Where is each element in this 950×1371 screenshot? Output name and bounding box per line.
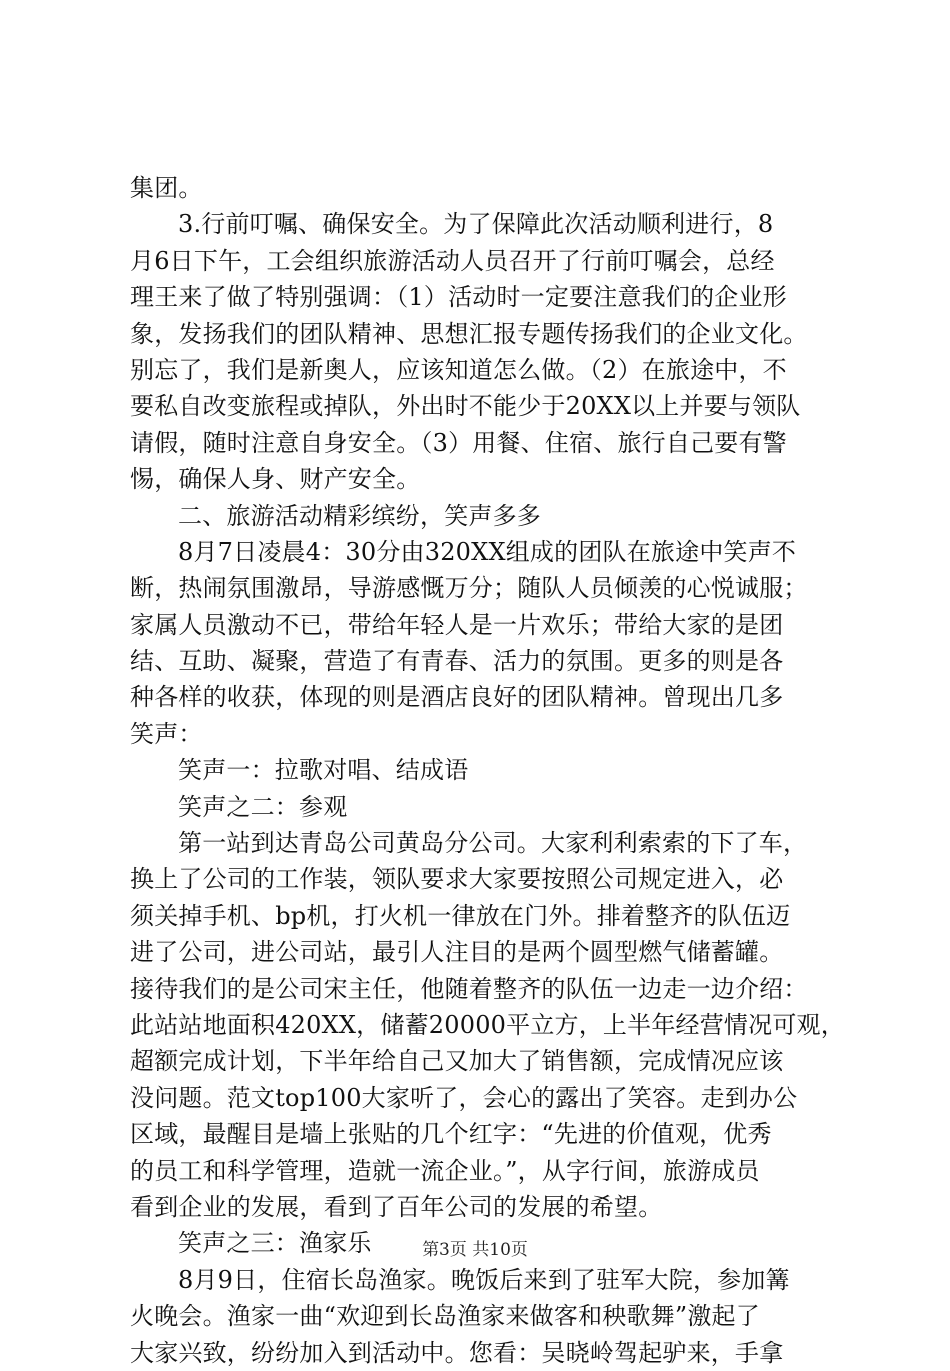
text-line: 火晚会。渔家一曲“欢迎到长岛渔家来做客和秧歌舞”激起了 [130, 1302, 760, 1331]
text-line: 须关掉手机、bp机，打火机一律放在门外。排着整齐的队伍迈 [130, 901, 791, 930]
text-line: 理王来了做了特别强调：（1）活动时一定要注意我们的企业形 [130, 283, 787, 312]
paragraph-p5 [130, 752, 830, 788]
text-line: 笑声之三：渔家乐 [178, 1229, 372, 1258]
paragraph-p7 [130, 825, 845, 1225]
text-line: 此站站地面积420XX，储蓄20000平立方，上半年经营情况可观， [130, 1010, 845, 1039]
text-line: 区域，最醒目是墙上张贴的几个红字：“先进的价值观，优秀 [130, 1120, 772, 1149]
text-line: 家属人员激动不已，带给年轻人是一片欢乐；带给大家的是团 [130, 610, 784, 639]
text-line: 二、旅游活动精彩缤纷，笑声多多 [178, 501, 541, 530]
text-line: 要私自改变旅程或掉队，外出时不能少于20XX以上并要与领队 [130, 392, 801, 421]
text-line: 大家兴致，纷纷加入到活动中。您看：吴晓岭驾起驴来，手拿 [130, 1338, 784, 1367]
text-line: 超额完成计划，下半年给自己又加大了销售额，完成情况应该 [130, 1047, 784, 1076]
text-line: 断，热闹氛围激昂，导游感慨万分；随队人员倾羡的心悦诚服； [130, 574, 808, 603]
text-line: 换上了公司的工作装，领队要求大家要按照公司规定进入，必 [130, 865, 784, 894]
paragraph-p4 [130, 534, 830, 752]
text-line: 接待我们的是公司宋主任，他随着整齐的队伍一边走一边介绍： [130, 974, 808, 1003]
text-line: 请假，随时注意自身安全。（3）用餐、住宿、旅行自己要有警 [130, 428, 787, 457]
text-line: 没问题。范文top100大家听了，会心的露出了笑容。走到办公 [130, 1083, 798, 1112]
text-line: 8月9日，住宿长岛渔家。晚饭后来到了驻军大院，参加篝 [178, 1265, 790, 1294]
text-line: 惕，确保人身、财产安全。 [130, 465, 421, 494]
text-line: 看到企业的发展，看到了百年公司的发展的希望。 [130, 1192, 663, 1221]
paragraph-p3 [130, 498, 830, 534]
paragraph-p9 [130, 1262, 830, 1371]
text-line: 进了公司，进公司站，最引人注目的是两个圆型燃气储蓄罐。 [130, 938, 784, 967]
text-line: 笑声一：拉歌对唱、结成语 [178, 756, 469, 785]
page-footer: 第3页 共10页 [422, 1240, 528, 1260]
text-line: 8月7日凌晨4：30分由320XX组成的团队在旅途中笑声不 [178, 537, 797, 566]
text-line: 笑声之二：参观 [178, 792, 348, 821]
paragraph-p2 [130, 206, 830, 497]
text-line: 种各样的收获，体现的则是酒店良好的团队精神。曾现出几多 [130, 683, 784, 712]
text-line: 笑声： [130, 719, 203, 748]
text-line: 结、互助、凝聚，营造了有青春、活力的氛围。更多的则是各 [130, 647, 784, 676]
document-body [130, 170, 845, 1371]
paragraph-p6 [130, 789, 830, 825]
text-line: 的员工和科学管理，造就一流企业。”，从字行间，旅游成员 [130, 1156, 760, 1185]
text-line: 3.行前叮嘱、确保安全。为了保障此次活动顺利进行，8 [178, 210, 774, 239]
text-line: 月6日下午，工会组织旅游活动人员召开了行前叮嘱会，总经 [130, 246, 775, 275]
text-line: 象，发扬我们的团队精神、思想汇报专题传扬我们的企业文化。 [130, 319, 808, 348]
paragraph-p1 [130, 170, 830, 206]
text-line: 第一站到达青岛公司黄岛分公司。大家利利索索的下了车， [178, 829, 808, 858]
text-line: 别忘了，我们是新奥人，应该知道怎么做。（2）在旅途中，不 [130, 355, 787, 384]
text-line: 集团。 [130, 174, 203, 202]
